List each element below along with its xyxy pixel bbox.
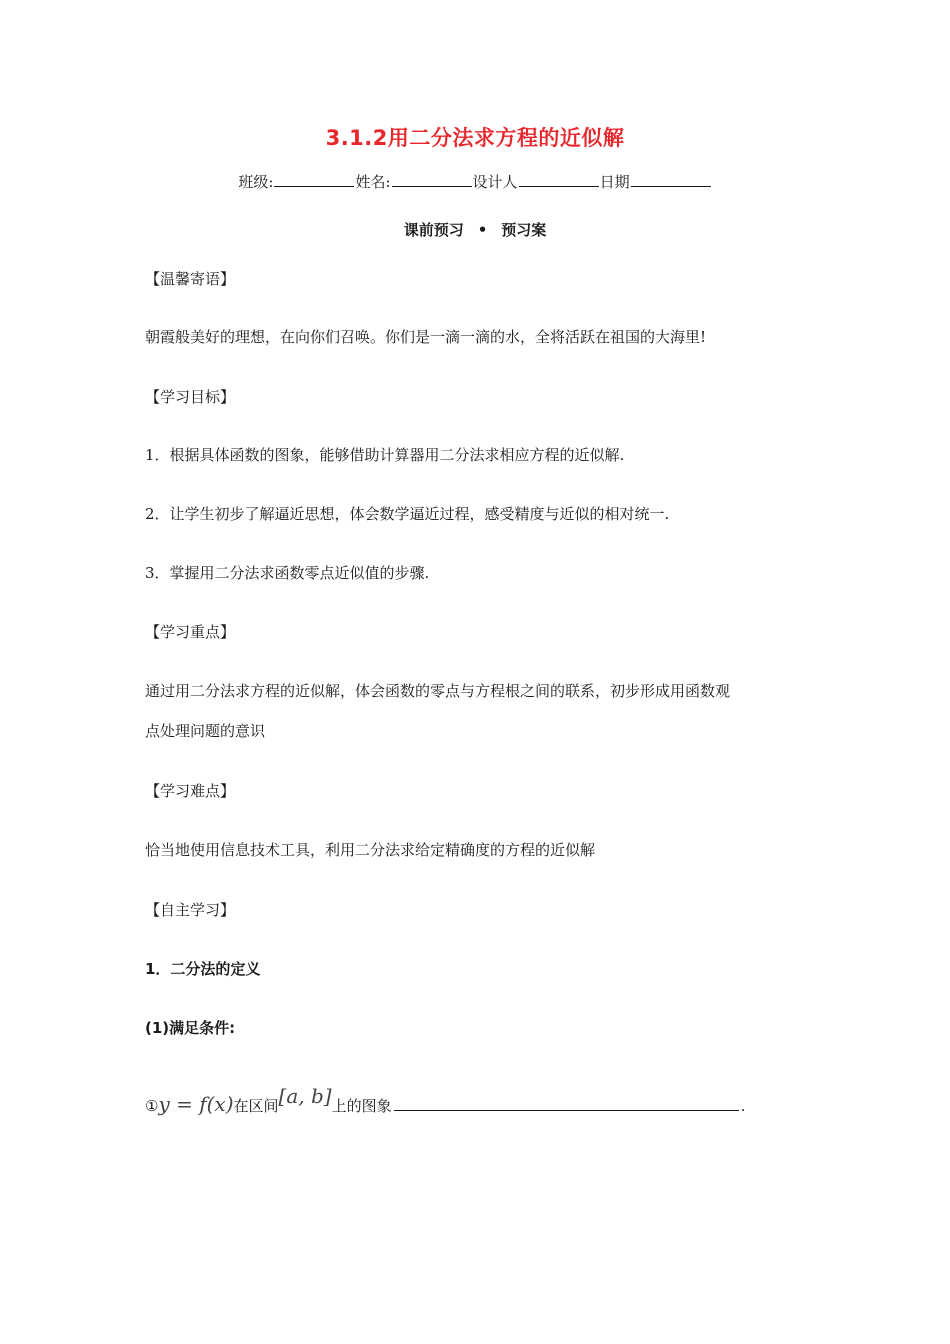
goal-item: 3．掌握用二分法求函数零点近似值的步骤.	[145, 564, 430, 582]
section-separator: •	[477, 221, 488, 239]
info-line	[0, 171, 950, 192]
class-label: 班级:	[238, 173, 274, 191]
item1-sub: (1)满足条件:	[145, 1019, 236, 1037]
interval-a-b: [a, b]	[278, 1084, 332, 1108]
goal-item: 2．让学生初步了解逼近思想，体会数学逼近过程，感受精度与近似的相对统一.	[145, 505, 670, 523]
condition-text2: 上的图象	[331, 1097, 392, 1115]
greeting-text: 朝霞般美好的理想，在向你们召唤。你们是一滴一滴的水，全将活跃在祖国的大海里!	[145, 328, 707, 346]
condition-blank[interactable]	[394, 1096, 739, 1111]
item1-heading: 1．二分法的定义	[145, 960, 261, 978]
document-title: 3.1.2用二分法求方程的近似解	[325, 126, 625, 150]
date-blank[interactable]	[631, 172, 711, 187]
key-text-line2: 点处理问题的意识	[145, 722, 266, 740]
name-blank[interactable]	[392, 172, 472, 187]
condition-marker: ①	[145, 1097, 159, 1115]
date-label: 日期	[599, 173, 630, 191]
designer-blank[interactable]	[519, 172, 599, 187]
greeting-heading: 【温馨寄语】	[145, 270, 236, 288]
goal-item: 1．根据具体函数的图象，能够借助计算器用二分法求相应方程的近似解.	[145, 446, 625, 464]
condition-end: .	[740, 1097, 746, 1115]
goals-heading: 【学习目标】	[145, 388, 236, 406]
condition-text1: 在区间	[233, 1097, 279, 1115]
key-text-line1: 通过用二分法求方程的近似解，体会函数的零点与方程根之间的联系，初步形成用函数观	[145, 682, 731, 700]
section-part2: 预习案	[501, 221, 547, 239]
section-part1: 课前预习	[403, 221, 464, 239]
self-study-heading: 【自主学习】	[145, 901, 236, 919]
difficulty-heading: 【学习难点】	[145, 782, 236, 800]
designer-label: 设计人	[472, 173, 518, 191]
key-heading: 【学习重点】	[145, 623, 236, 641]
condition-line	[145, 1084, 825, 1116]
section-title	[0, 219, 950, 240]
name-label: 姓名:	[355, 173, 391, 191]
difficulty-text: 恰当地使用信息技术工具，利用二分法求给定精确度的方程的近似解	[145, 841, 596, 859]
formula-y-fx: y = f(x)	[158, 1092, 234, 1116]
class-blank[interactable]	[274, 172, 354, 187]
